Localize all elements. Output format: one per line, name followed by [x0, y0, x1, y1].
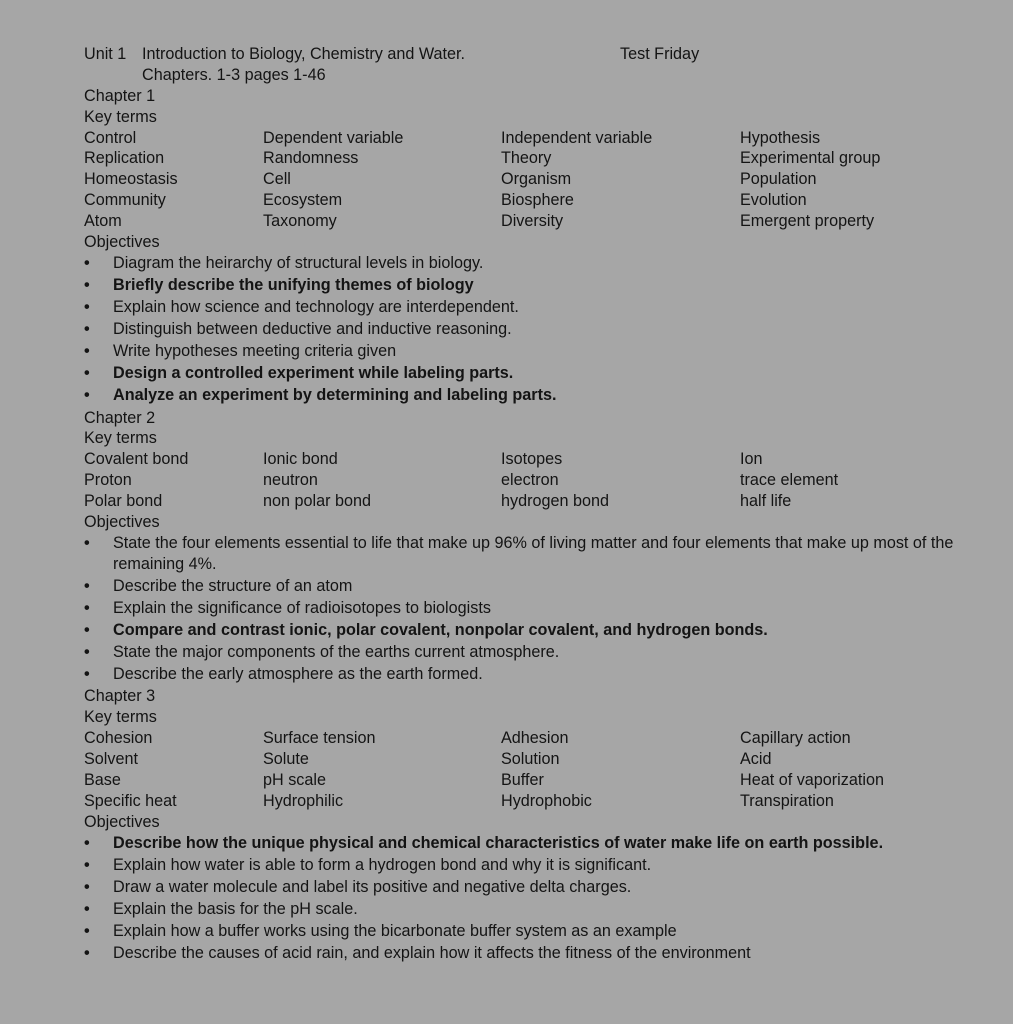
key-term: Surface tension [263, 729, 376, 748]
key-terms-label: Key terms [84, 708, 157, 727]
key-term: Solvent [84, 750, 138, 769]
key-term: Covalent bond [84, 450, 189, 469]
objective-item: • Describe the causes of acid rain, and explain how it affects the fitness of the environment [84, 943, 964, 965]
unit-title: Introduction to Biology, Chemistry and Water. [142, 45, 465, 63]
key-term: Community [84, 191, 166, 210]
key-terms-grid [84, 128, 964, 232]
key-term: Transpiration [740, 791, 834, 810]
objective-item: • Analyze an experiment by determining and labeling parts. [84, 385, 964, 407]
objective-item: • Explain how science and technology are interdependent. [84, 297, 964, 319]
objective-item: • Describe the structure of an atom [84, 576, 964, 598]
objective-item: • Explain how water is able to form a hydrogen bond and why it is significant. [84, 855, 964, 877]
objectives-label: Objectives [84, 812, 160, 831]
key-term: Capillary action [740, 729, 851, 748]
key-term: Homeostasis [84, 170, 178, 189]
key-term: Buffer [501, 770, 544, 789]
objective-item: • Distinguish between deductive and inductive reasoning. [84, 319, 964, 341]
objective-item: • Briefly describe the unifying themes of biology [84, 275, 964, 297]
key-terms-grid [84, 449, 964, 512]
objectives-label: Objectives [84, 513, 160, 532]
key-term: Control [84, 128, 137, 147]
key-term: Theory [501, 149, 552, 168]
key-term: Emergent property [740, 212, 875, 231]
objective-item: • Explain how a buffer works using the bicarbonate buffer system as an example [84, 921, 964, 943]
test-note: Test Friday [620, 45, 700, 63]
key-term: Dependent variable [263, 128, 404, 147]
objective-item: • Design a controlled experiment while labeling parts. [84, 363, 964, 385]
key-term: Solute [263, 750, 309, 769]
key-term: Adhesion [501, 729, 569, 748]
key-term: Proton [84, 471, 132, 490]
key-term: Biosphere [501, 191, 574, 210]
key-term: Ion [740, 450, 763, 469]
objective-item: • Write hypotheses meeting criteria given [84, 341, 964, 363]
key-term: Taxonomy [263, 212, 337, 231]
chapters-pages-subtitle: Chapters. 1-3 pages 1-46 [142, 65, 326, 84]
key-term: Evolution [740, 191, 807, 210]
key-term: neutron [263, 471, 318, 490]
key-term: half life [740, 492, 792, 511]
key-term: trace element [740, 471, 839, 490]
chapter-2-section [84, 408, 964, 687]
key-terms-label: Key terms [84, 107, 157, 126]
key-term: Cell [263, 170, 291, 189]
key-term: Acid [740, 750, 772, 769]
chapter-title: Chapter 2 [84, 408, 156, 427]
key-term: Ecosystem [263, 191, 343, 210]
objective-item: • Describe the early atmosphere as the earth formed. [84, 664, 964, 686]
key-term: Replication [84, 149, 165, 168]
objective-item: • Compare and contrast ionic, polar covalent, nonpolar covalent, and hydrogen bonds. [84, 620, 964, 642]
key-term: Diversity [501, 212, 564, 231]
key-term: Experimental group [740, 149, 881, 168]
objectives-list [84, 833, 964, 966]
key-term: Solution [501, 750, 560, 769]
key-term: Ionic bond [263, 450, 338, 469]
chapter-3-section [84, 686, 964, 965]
key-term: Heat of vaporization [740, 770, 884, 789]
key-term: Hypothesis [740, 128, 821, 147]
key-term: hydrogen bond [501, 492, 610, 511]
objective-item: • Explain the significance of radioisotopes to biologists [84, 598, 964, 620]
objectives-list [84, 253, 964, 408]
key-term: Organism [501, 170, 572, 189]
key-term: non polar bond [263, 492, 372, 511]
key-term: Base [84, 770, 121, 789]
key-term: electron [501, 471, 559, 490]
objective-item: • State the major components of the earths current atmosphere. [84, 642, 964, 664]
unit-label: Unit 1 [84, 45, 127, 63]
objective-item: • Draw a water molecule and label its positive and negative delta charges. [84, 877, 964, 899]
objectives-list [84, 533, 964, 686]
chapter-title: Chapter 3 [84, 687, 156, 706]
document-header [84, 44, 964, 65]
key-term: Specific heat [84, 791, 177, 810]
study-guide-document [84, 44, 964, 965]
key-terms-grid [84, 728, 964, 812]
key-term: Randomness [263, 149, 359, 168]
objective-item: • Diagram the heirarchy of structural levels in biology. [84, 253, 964, 275]
key-term: Polar bond [84, 492, 163, 511]
key-terms-label: Key terms [84, 429, 157, 448]
chapter-title: Chapter 1 [84, 86, 156, 105]
key-term: pH scale [263, 770, 326, 789]
chapter-1-section [84, 86, 964, 408]
key-term: Population [740, 170, 817, 189]
key-term: Hydrophobic [501, 791, 592, 810]
objective-item: • State the four elements essential to life that make up 96% of living matter and four elements that make up most of the remaining 4%. [84, 533, 964, 576]
key-term: Cohesion [84, 729, 153, 748]
objective-item: • Explain the basis for the pH scale. [84, 899, 964, 921]
objectives-label: Objectives [84, 233, 160, 252]
key-term: Independent variable [501, 128, 653, 147]
objective-item: • Describe how the unique physical and chemical characteristics of water make life on earth possible. [84, 833, 964, 855]
key-term: Hydrophilic [263, 791, 344, 810]
key-term: Isotopes [501, 450, 563, 469]
key-term: Atom [84, 212, 122, 231]
